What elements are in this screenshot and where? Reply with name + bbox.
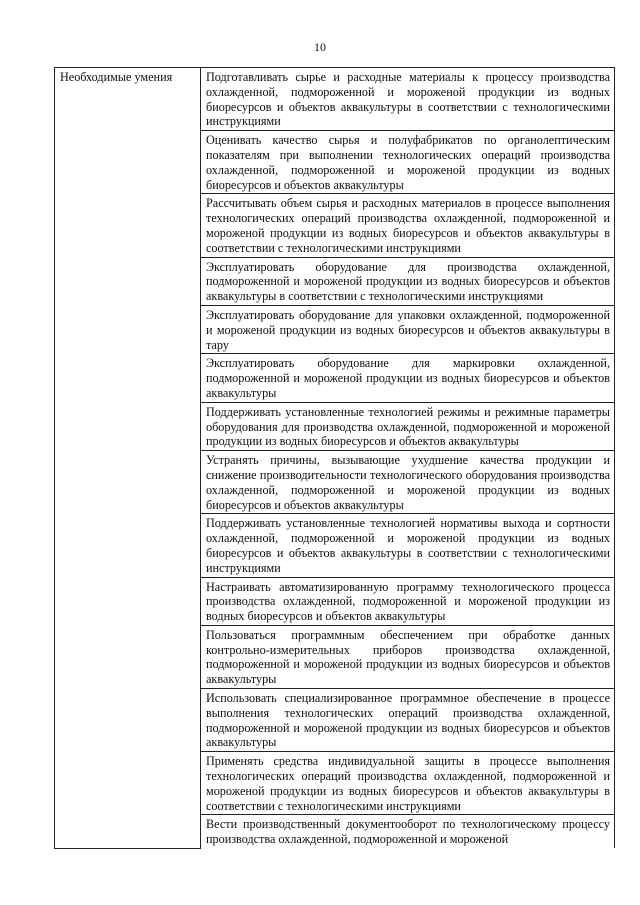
skill-item: Настраивать автоматизированную программу технологического процесса производства охлажденной, подмороженной и мороженой продукции из водных биоресурсов и объектов аквакультуры xyxy=(201,577,615,625)
skill-item: Применять средства индивидуальной защиты в процессе выполнения технологических операций производства охлажденной, подмороженной и мороженой продукции из водных биоресурсов и объектов аквакультуры в соответствии с технологическими инструкциями xyxy=(201,752,615,815)
table-row xyxy=(55,68,615,131)
skill-item: Поддерживать установленные технологией нормативы выхода и сортности охлажденной, подмороженной и мороженой продукции из водных биоресурсов и объектов аквакультуры в соответствии с технологическими инструкциями xyxy=(201,514,615,577)
skills-label-cell: Необходимые умения xyxy=(55,68,201,849)
skill-item: Рассчитывать объем сырья и расходных материалов в процессе выполнения технологических операций производства охлажденной, подмороженной и мороженой продукции из водных биоресурсов и объектов аквакультуры в соответствии с технологическими инструкциями xyxy=(201,194,615,257)
page-number: 10 xyxy=(314,40,326,54)
skill-item: Подготавливать сырье и расходные материалы к процессу производства охлажденной, подмороженной и мороженой продукции из водных биоресурсов и объектов аквакультуры в соответствии с технологическими инструкциями xyxy=(201,68,615,131)
skill-item: Эксплуатировать оборудование для упаковки охлажденной, подмороженной и мороженой продукции из водных биоресурсов и объектов аквакультуры в тару xyxy=(201,305,615,353)
skill-item: Вести производственный документооборот по технологическому процессу производства охлажденной, подмороженной и мороженой xyxy=(201,815,615,848)
skills-table xyxy=(54,67,615,849)
skill-item: Поддерживать установленные технологией режимы и режимные параметры оборудования для производства охлажденной, подмороженной и мороженой продукции из водных биоресурсов и объектов аквакультуры xyxy=(201,402,615,450)
skill-item: Оценивать качество сырья и полуфабрикатов по органолептическим показателям при выполнении технологических операций производства охлажденной, подмороженной и мороженой продукции из водных биоресурсов и объектов аквакультуры xyxy=(201,131,615,194)
skill-item: Эксплуатировать оборудование для производства охлажденной, подмороженной и мороженой продукции из водных биоресурсов и объектов аквакультуры в соответствии с технологическими инструкциями xyxy=(201,257,615,305)
skill-item: Использовать специализированное программное обеспечение в процессе выполнения технологических операций производства охлажденной, подмороженной и мороженой продукции из водных биоресурсов и объектов аквакультуры xyxy=(201,689,615,752)
skill-item: Пользоваться программным обеспечением при обработке данных контрольно-измерительных приборов производства охлажденной, подмороженной и мороженой продукции из водных биоресурсов и объектов аквакультуры xyxy=(201,625,615,688)
skill-item: Устранять причины, вызывающие ухудшение качества продукции и снижение производительности технологического оборудования производства охлажденной, подмороженной и мороженой продукции из водных биоресурсов и объектов аквакультуры xyxy=(201,451,615,514)
skill-item: Эксплуатировать оборудование для маркировки охлажденной, подмороженной и мороженой продукции из водных биоресурсов и объектов аквакультуры xyxy=(201,354,615,402)
